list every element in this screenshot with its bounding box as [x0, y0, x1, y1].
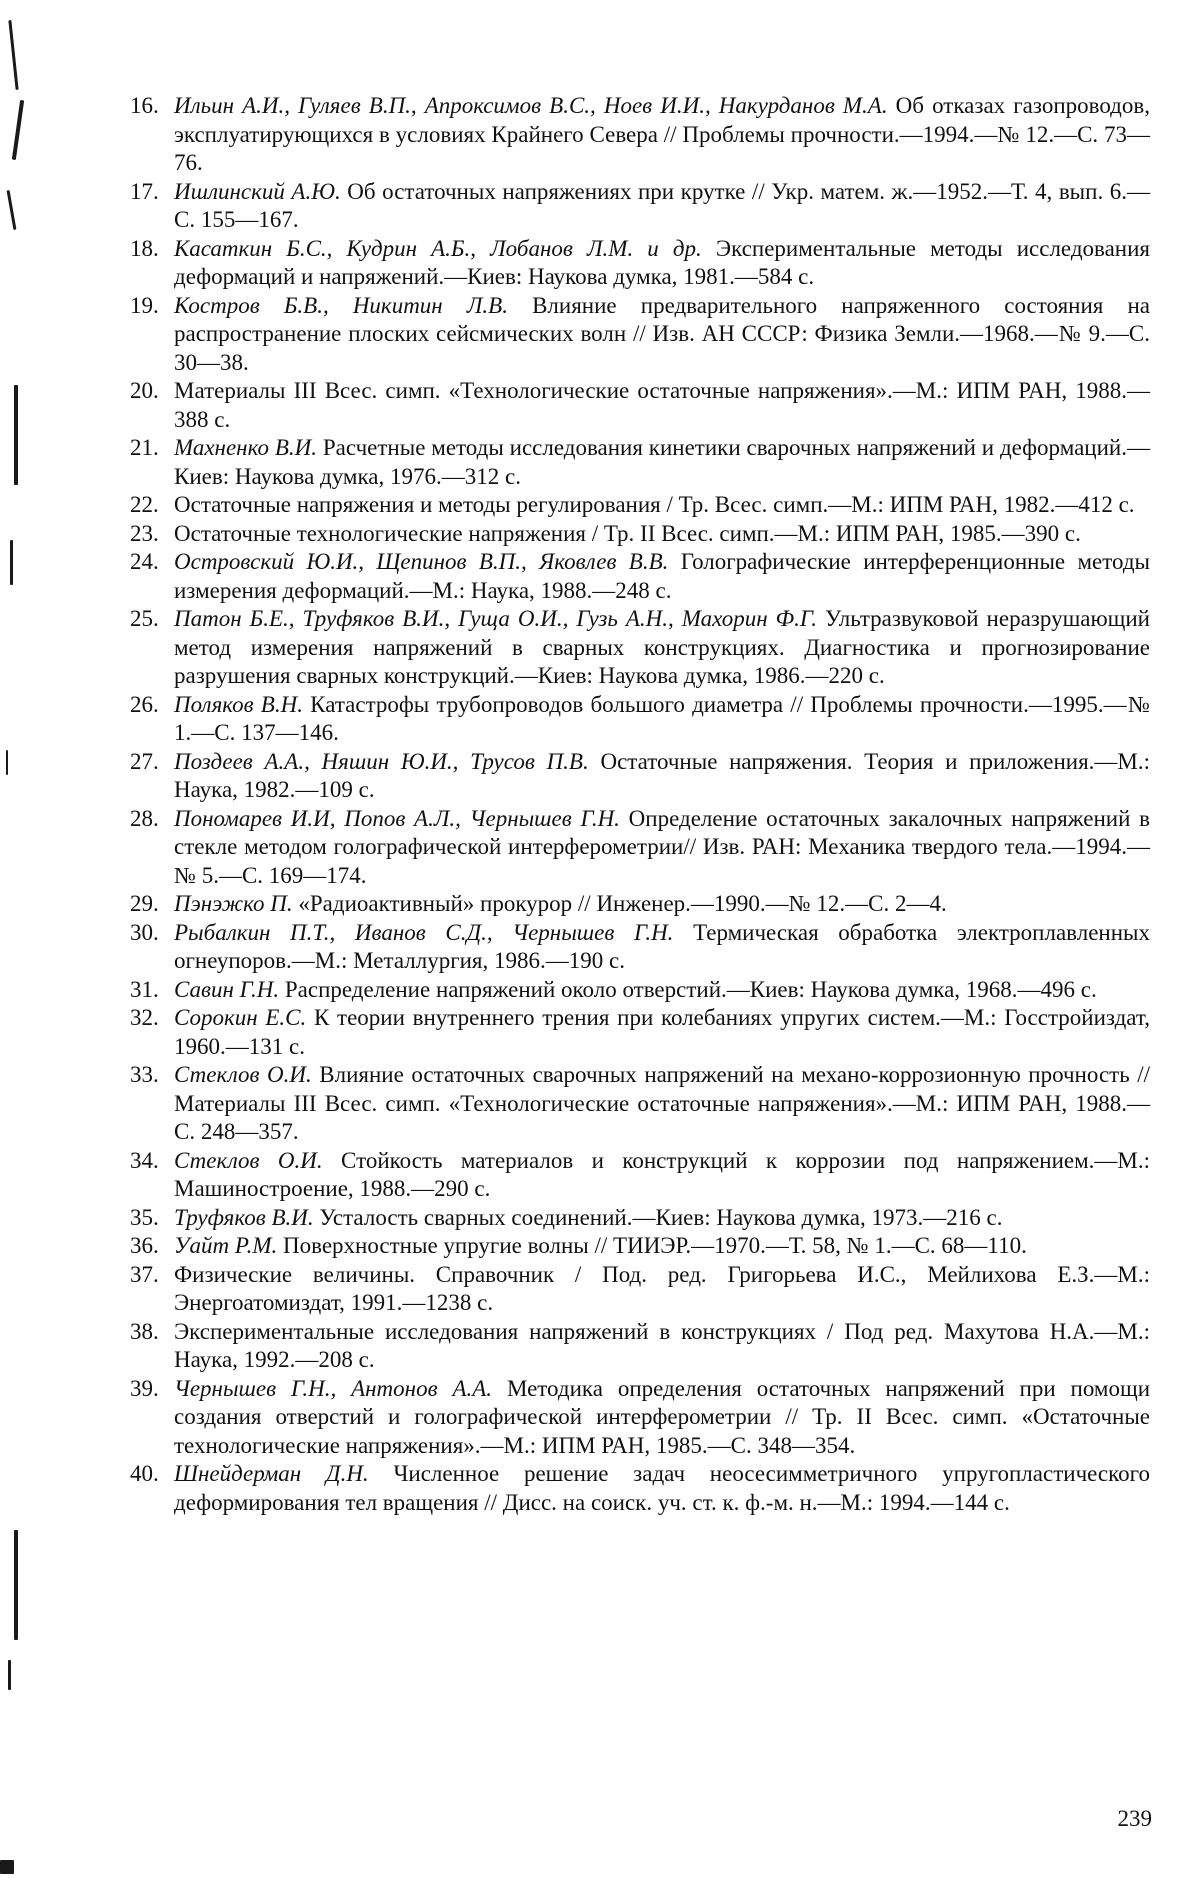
reference-text: Усталость сварных соединений.—Киев: Наукова думка, 1973.—216 с. [313, 1204, 1003, 1230]
reference-item [130, 1232, 1150, 1261]
reference-number: 35. [130, 1204, 159, 1230]
reference-number: 17. [130, 178, 159, 204]
reference-number: 18. [130, 235, 159, 261]
reference-item [130, 1318, 1150, 1375]
reference-item [130, 377, 1150, 434]
scan-edge-mark [10, 540, 13, 585]
reference-text: Материалы III Всес. симп. «Технологические остаточные напряжения».—М.: ИПМ РАН, 1988.—388 с. [174, 378, 1150, 432]
reference-item [130, 1147, 1150, 1204]
reference-item [130, 805, 1150, 891]
reference-authors: Ишлинский А.Ю. [174, 178, 341, 204]
scan-edge-mark [0, 1860, 14, 1874]
reference-text: Определение остаточных закалочных напряжений в стекле методом голографической интерферометрии// Изв. РАН: Механика твердого тела.—1994.—№ 5.—С. 169—174. [174, 805, 1150, 888]
reference-authors: Шнейдерман Д.Н. [174, 1461, 369, 1486]
reference-text: Об отказах газопроводов, эксплуатирующихся в условиях Крайнего Севера // Проблемы прочности.—1994.—№ 12.—С. 73—76. [174, 93, 1150, 175]
reference-text: Термическая обработка электроплавленных огнеупоров.—М.: Металлургия, 1986.—190 с. [174, 919, 1150, 973]
reference-item [130, 748, 1150, 805]
reference-authors: Чернышев Г.Н., Антонов А.А. [174, 1375, 493, 1401]
reference-number: 33. [130, 1062, 159, 1087]
reference-text: Об остаточных напряжениях при крутке // Укр. матем. ж.—1952.—Т. 4, вып. 6.—С. 155—167. [174, 178, 1150, 232]
reference-item [130, 1460, 1150, 1517]
reference-text: «Радиоактивный» прокурор // Инженер.—1990.—№ 12.—С. 2—4. [292, 891, 947, 916]
reference-item [130, 1061, 1150, 1147]
reference-authors: Сорокин Е.С. [174, 1005, 307, 1030]
reference-text: Остаточные напряжения. Теория и приложения.—М.: Наука, 1982.—109 с. [174, 748, 1150, 802]
reference-item [130, 520, 1150, 549]
reference-number: 20. [130, 378, 159, 403]
reference-text: Остаточные технологические напряжения / Тр. II Всес. симп.—М.: ИПМ РАН, 1985.—390 с. [174, 520, 1081, 546]
reference-authors: Касаткин Б.С., Кудрин А.Б., Лобанов Л.М. и др. [174, 235, 702, 261]
reference-number: 34. [130, 1147, 159, 1173]
reference-item [130, 491, 1150, 520]
reference-text: Влияние остаточных сварочных напряжений на механо-коррозионную прочность // Материалы III Всес. симп. «Технологические остаточные напряжения».—М.: ИПМ РАН, 1988.— С. 248—357. [174, 1062, 1150, 1144]
reference-item [130, 691, 1150, 748]
reference-number: 19. [130, 292, 159, 318]
reference-authors: Костров Б.В., Никитин Л.В. [174, 292, 508, 318]
reference-item [130, 434, 1150, 491]
reference-item [130, 1261, 1150, 1318]
reference-authors: Уайт Р.М. [174, 1233, 278, 1258]
reference-number: 23. [130, 520, 159, 546]
reference-item [130, 976, 1150, 1005]
reference-text: Поверхностные упругие волны // ТИИЭР.—1970.—Т. 58, № 1.—С. 68—110. [277, 1233, 1027, 1258]
reference-number: 16. [130, 93, 159, 118]
reference-text: Численное решение задач неосесимметричного упругопластического деформирования тел вращения // Дисс. на соиск. уч. ст. к. ф.-м. н.—М.: 1994.—144 с. [174, 1461, 1150, 1515]
scan-edge-mark [14, 385, 18, 485]
reference-text: Экспериментальные методы исследования деформаций и напряжений.—Киев: Наукова думка, 1981.—584 с. [174, 235, 1150, 289]
reference-authors: Труфяков В.И. [174, 1204, 314, 1230]
reference-number: 28. [130, 805, 159, 831]
reference-authors: Стеклов О.И. [174, 1147, 323, 1173]
reference-text: Распределение напряжений около отверстий.—Киев: Наукова думка, 1968.—496 с. [279, 976, 1097, 1002]
scan-edge-mark [6, 750, 8, 775]
reference-item [130, 605, 1150, 691]
reference-item [130, 1375, 1150, 1461]
reference-text: Стойкость материалов и конструкций к коррозии под напряжением.—М.: Машиностроение, 1988.—290 с. [174, 1147, 1151, 1201]
reference-authors: Ильин А.И., Гуляев В.П., Апроксимов В.С., Ноев И.И., Накурданов М.А. [174, 93, 888, 118]
reference-authors: Рыбалкин П.Т., Иванов С.Д., Чернышев Г.Н. [174, 919, 674, 945]
reference-text: Влияние предварительного напряженного состояния на распространение плоских сейсмических волн // Изв. АН СССР: Физика Земли.—1968.—№ 9.—С. 30—38. [174, 292, 1150, 375]
reference-number: 22. [130, 492, 159, 517]
scan-edge-mark [14, 1530, 18, 1640]
reference-number: 31. [130, 976, 159, 1002]
reference-authors: Патон Б.Е., Труфяков В.И., Гуща О.И., Гузь А.Н., Махорин Ф.Г. [174, 606, 818, 631]
reference-item [130, 890, 1150, 919]
reference-authors: Махненко В.И. [174, 435, 317, 460]
reference-authors: Стеклов О.И. [174, 1062, 312, 1087]
reference-number: 40. [130, 1461, 159, 1486]
reference-number: 36. [130, 1233, 159, 1258]
reference-text: Методика определения остаточных напряжений при помощи создания отверстий и голографической интерферометрии // Тр. II Всес. симп. «Остаточные технологические напряжения».—М.: ИПМ РАН, 1985.—С. 348—354. [174, 1375, 1151, 1458]
reference-text: Физические величины. Справочник / Под. ред. Григорьева И.С., Мейлихова Е.З.—М.: Энергоатомиздат, 1991.—1238 с. [174, 1261, 1150, 1315]
reference-number: 26. [130, 691, 159, 717]
reference-item [130, 292, 1150, 378]
reference-authors: Пономарев И.И, Попов А.Л., Чернышев Г.Н. [174, 805, 620, 831]
reference-authors: Островский Ю.И., Щепинов В.П., Яковлев В.В. [174, 549, 669, 574]
reference-number: 38. [130, 1318, 159, 1344]
reference-number: 29. [130, 891, 159, 916]
reference-item [130, 1204, 1150, 1233]
bibliography-list [130, 92, 1150, 1517]
reference-number: 27. [130, 748, 159, 774]
reference-text: Ультразвуковой неразрушающий метод измерения напряжений в сварных конструкциях. Диагностика и прогнозирование разрушения сварных конструкций.—Киев: Наукова думка, 1986.—220 с. [174, 606, 1150, 688]
reference-item [130, 235, 1150, 292]
scan-edge-mark [8, 20, 18, 90]
reference-number: 21. [130, 435, 159, 460]
reference-text: Экспериментальные исследования напряжений в конструкциях / Под ред. Махутова Н.А.—М.: Наука, 1992.—208 с. [174, 1318, 1150, 1372]
scan-edge-mark [8, 1660, 11, 1690]
reference-text: Остаточные напряжения и методы регулирования / Тр. Всес. симп.—М.: ИПМ РАН, 1982.—412 с. [174, 492, 1135, 517]
reference-item [130, 919, 1150, 976]
scan-edge-mark [7, 190, 17, 230]
reference-authors: Савин Г.Н. [174, 976, 280, 1002]
reference-item [130, 178, 1150, 235]
reference-number: 32. [130, 1005, 159, 1030]
reference-item [130, 92, 1150, 178]
reference-number: 37. [130, 1261, 159, 1287]
reference-text: Катастрофы трубопроводов большого диаметра // Проблемы прочности.—1995.—№ 1.—С. 137—146. [174, 691, 1150, 745]
reference-number: 24. [130, 549, 159, 574]
scan-edge-mark [12, 100, 24, 160]
reference-authors: Пэнэжко П. [174, 891, 293, 916]
reference-text: Голографические интерференционные методы измерения деформаций.—М.: Наука, 1988.—248 с. [174, 549, 1150, 603]
reference-number: 30. [130, 919, 159, 945]
reference-number: 25. [130, 606, 159, 631]
reference-item [130, 1004, 1150, 1061]
reference-number: 39. [130, 1375, 159, 1401]
reference-text: Расчетные методы исследования кинетики сварочных напряжений и деформаций.—Киев: Наукова думка, 1976.—312 с. [174, 435, 1150, 489]
reference-authors: Поляков В.Н. [174, 691, 303, 717]
reference-authors: Поздеев А.А., Няшин Ю.И., Трусов П.В. [174, 748, 589, 774]
reference-text: К теории внутреннего трения при колебаниях упругих систем.—М.: Госстройиздат, 1960.—131 с. [174, 1005, 1150, 1059]
reference-item [130, 548, 1150, 605]
page-number: 239 [1117, 1806, 1152, 1831]
